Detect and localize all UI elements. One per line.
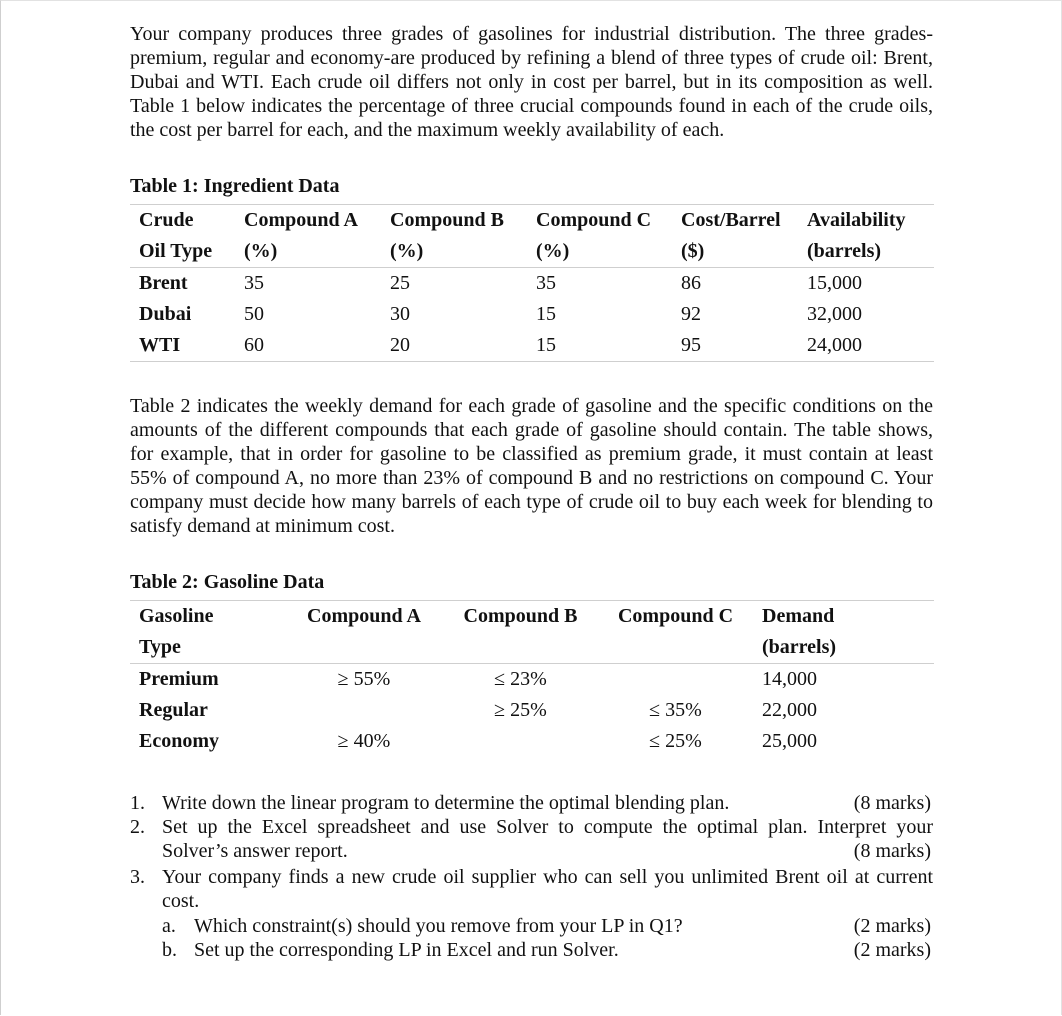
question-marks: (2 marks) <box>853 939 931 961</box>
table-cell: 32,000 <box>807 303 862 325</box>
table1-header-cell: (%) <box>527 236 672 268</box>
ingredient-data-table <box>130 204 934 362</box>
table-cell: 20 <box>381 330 527 362</box>
question-marks: (8 marks) <box>853 840 931 862</box>
table1-header-cell: Availability <box>798 205 934 237</box>
table-row <box>130 299 934 330</box>
table-cell: ≥ 40% <box>337 730 391 752</box>
table-cell: 22,000 <box>762 699 817 721</box>
question-number: 1. <box>130 792 145 814</box>
table-row <box>130 330 934 362</box>
table1-header-row <box>130 236 934 268</box>
question-number: 2. <box>130 816 145 838</box>
question-text: Set up the Excel spreadsheet and use Solver to compute the optimal plan. Interpret your <box>162 816 933 838</box>
table-row <box>130 695 934 726</box>
table-row <box>130 664 934 696</box>
table2-header-cell: Demand <box>753 601 934 633</box>
table-row <box>130 726 934 757</box>
question-text: cost. <box>162 890 200 912</box>
table-cell: ≥ 55% <box>337 668 391 690</box>
table2-header-cell: Compound C <box>598 601 753 633</box>
question-text: Your company finds a new crude oil supplier who can sell you unlimited Brent oil at current <box>162 866 933 888</box>
table2-header-row <box>130 601 934 633</box>
table1-header-row <box>130 205 934 237</box>
table-cell: ≤ 23% <box>494 668 547 690</box>
table-cell <box>598 664 753 696</box>
intro-paragraph: Your company produces three grades of gasolines for industrial distribution. The three grades-premium, regular and economy-are produced by refining a blend of three types of crude oil: Brent, Dubai and WTI. Each crude oil differs not only in cost per barrel, but in its composition as well. Table 1 below indicates the percentage of three crucial compounds found in each of the crude oils, the cost per barrel for each, and the maximum weekly availability of each. <box>130 23 933 141</box>
gasoline-data-table <box>130 600 934 757</box>
table-cell: 25 <box>390 272 410 294</box>
table2-header-row <box>130 632 934 664</box>
table-cell: 35 <box>536 272 556 294</box>
question-text: Write down the linear program to determine the optimal blending plan. <box>162 792 730 814</box>
table2-header-cell: Type <box>130 632 285 664</box>
table-cell: 24,000 <box>798 330 934 362</box>
table1-header-cell: Compound A <box>235 205 381 237</box>
table2-header-cell <box>443 632 598 664</box>
table-cell: 35 <box>244 272 264 294</box>
table-cell: Dubai <box>139 303 192 325</box>
table2-header-cell: Compound B <box>443 601 598 633</box>
table-cell: Regular <box>139 699 208 721</box>
table1-header-cell: Compound C <box>527 205 672 237</box>
table1-header-cell: (%) <box>381 236 527 268</box>
table-cell: ≤ 35% <box>649 699 702 721</box>
table1-header-cell: Compound B <box>381 205 527 237</box>
table1-header-cell: ($) <box>672 236 798 268</box>
table-cell: WTI <box>130 330 235 362</box>
table2-header-cell <box>598 632 753 664</box>
table1-header-cell: Cost/Barrel <box>672 205 798 237</box>
table-cell: 92 <box>681 303 701 325</box>
table-cell: 15 <box>527 330 672 362</box>
table-cell: 30 <box>390 303 410 325</box>
table-cell <box>285 695 443 726</box>
question-1 <box>130 791 931 815</box>
table2-caption: Table 2: Gasoline Data <box>130 571 325 593</box>
question-text: Which constraint(s) should you remove from your LP in Q1? <box>194 915 683 937</box>
question-number: a. <box>162 915 176 937</box>
table-cell: 60 <box>235 330 381 362</box>
second-paragraph: Table 2 indicates the weekly demand for each grade of gasoline and the specific conditions on the amounts of the different compounds that each grade of gasoline should contain. The table shows, for example, that in order for gasoline to be classified as premium grade, it must contain at least 55% of compound A, no more than 23% of compound B and no restrictions on compound C. Your company must decide how many barrels of each type of crude oil to buy each week for blending to satisfy demand at minimum cost. <box>130 395 933 537</box>
question-text: Set up the corresponding LP in Excel and run Solver. <box>194 939 619 961</box>
table2-header-cell: (barrels) <box>753 632 934 664</box>
question-2 <box>130 815 933 863</box>
table1-header-cell: Crude <box>130 205 235 237</box>
table2-header-cell <box>285 632 443 664</box>
table-cell: 14,000 <box>762 668 817 690</box>
table1-caption: Table 1: Ingredient Data <box>130 175 340 197</box>
table-cell <box>443 726 598 757</box>
table-cell: Premium <box>139 668 219 690</box>
table-cell: 95 <box>672 330 798 362</box>
table-cell: 25,000 <box>762 730 817 752</box>
table-cell: Brent <box>139 272 188 294</box>
table2-header-cell: Gasoline <box>130 601 285 633</box>
question-number: b. <box>162 939 177 961</box>
table-cell: 86 <box>681 272 701 294</box>
table-row <box>130 268 934 300</box>
table-cell: 50 <box>244 303 264 325</box>
table1-header-cell: (barrels) <box>798 236 934 268</box>
table1-header-cell: Oil Type <box>130 236 235 268</box>
question-text: Solver’s answer report. <box>162 840 348 862</box>
question-number: 3. <box>130 866 145 888</box>
question-3 <box>130 865 933 913</box>
table-cell: Economy <box>139 730 219 752</box>
table-cell: 15,000 <box>807 272 862 294</box>
question-marks: (2 marks) <box>853 915 931 937</box>
table-cell: 15 <box>536 303 556 325</box>
question-3a <box>130 914 931 938</box>
question-3b <box>130 938 931 962</box>
table-cell: ≤ 25% <box>649 730 702 752</box>
table1-header-cell: (%) <box>235 236 381 268</box>
table2-header-cell: Compound A <box>285 601 443 633</box>
question-marks: (8 marks) <box>853 792 931 814</box>
table-cell: ≥ 25% <box>494 699 547 721</box>
